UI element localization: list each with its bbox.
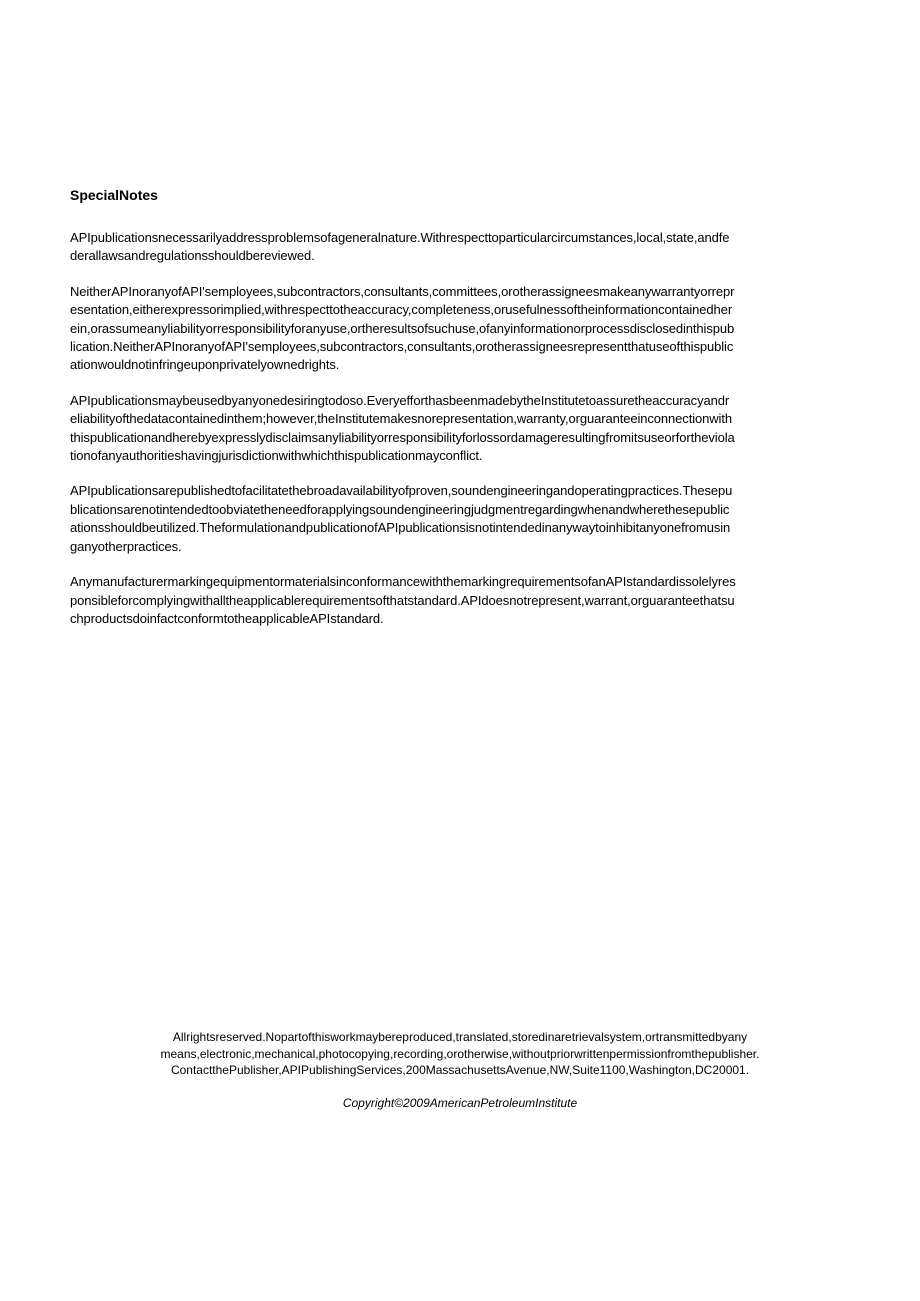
page-title: SpecialNotes bbox=[70, 187, 158, 203]
paragraph-no-warranty: NeitherAPInoranyofAPI'semployees,subcontractors,consultants,committees,orotherassigneesmakeanywarrantyorrepr esentation,eitherexpressorimplied,withrespecttotheaccuracy,completeness,orusefulnessoftheinformationcontainedher ein,orassumeanyliabilityorresponsibilityforanyuse,ortheresultsofsuchuse,ofanyinformationorprocessdisclosedinthispub lication.NeitherAPInoranyofAPI'semployees,subcontractors,consultants,orotherassigneesrepresentthatuseofthispublic ationwouldnotinfringeuponprivatelyownedrights. bbox=[70, 283, 735, 373]
paragraph-use-by-anyone: APIpublicationsmaybeusedbyanyonedesiringtodoso.EveryefforthasbeenmadebytheInstitutetoassuretheaccuracyandr eliabilityofthedatacontainedinthem;however,theInstitutemakesnorepresentation,warranty,orguaranteeinconnectionwith thispublicationandherebyexpresslydisclaimsanyliabilityorresponsibilityforlossordamageresultingfromitsuseorfortheviola tionofanyauthoritieshavingjurisdictionwithwhichthispublicationmayconflict. bbox=[70, 392, 735, 464]
footer-line: means,electronic,mechanical,photocopying,recording,orotherwise,withoutpriorwrittenpermissionfromthepublisher. bbox=[160, 1046, 760, 1061]
paragraph-purpose: APIpublicationsarepublishedtofacilitatethebroadavailabilityofproven,soundengineeringandoperatingpractices.Thesepu blicationsarenotintendedtoobviatetheneedforapplyingsoundengineeringjudgmentregardingwhenandwherethesepublic ationsshouldbeutilized.TheformulationandpublicationofAPIpublicationsisnotintendedinanywaytoinhibitanyonefromusin ganyotherpractices. bbox=[70, 483, 733, 554]
rights-footer bbox=[0, 1029, 920, 1110]
paragraph-general-nature: APIpublicationsnecessarilyaddressproblemsofageneralnature.Withrespecttoparticularcircumstances,local,state,andfe derallawsandregulationsshouldbereviewed. bbox=[70, 230, 730, 264]
footer-line: Allrightsreserved.Nopartofthisworkmaybereproduced,translated,storedinaretrievalsystem,ortransmittedbyany bbox=[172, 1030, 748, 1044]
footer-line: ContactthePublisher,APIPublishingServices,200MassachusettsAvenue,NW,Suite1100,Washington,DC20001. bbox=[170, 1063, 750, 1077]
copyright-notice: Copyright©2009AmericanPetroleumInstitute bbox=[342, 1095, 578, 1110]
paragraph-manufacturer-marking: AnymanufacturermarkingequipmentormaterialsinconformancewiththemarkingrequirementsofanAPIstandardissolelyres ponsibleforcomplyingwithalltheapplicablerequirementsofthatstandard.APIdoesnotrepresent,warrant,orguaranteethatsu chproductsdoinfactconformtotheapplicableAPIstandard. bbox=[70, 574, 736, 626]
special-notes-body bbox=[70, 229, 840, 645]
